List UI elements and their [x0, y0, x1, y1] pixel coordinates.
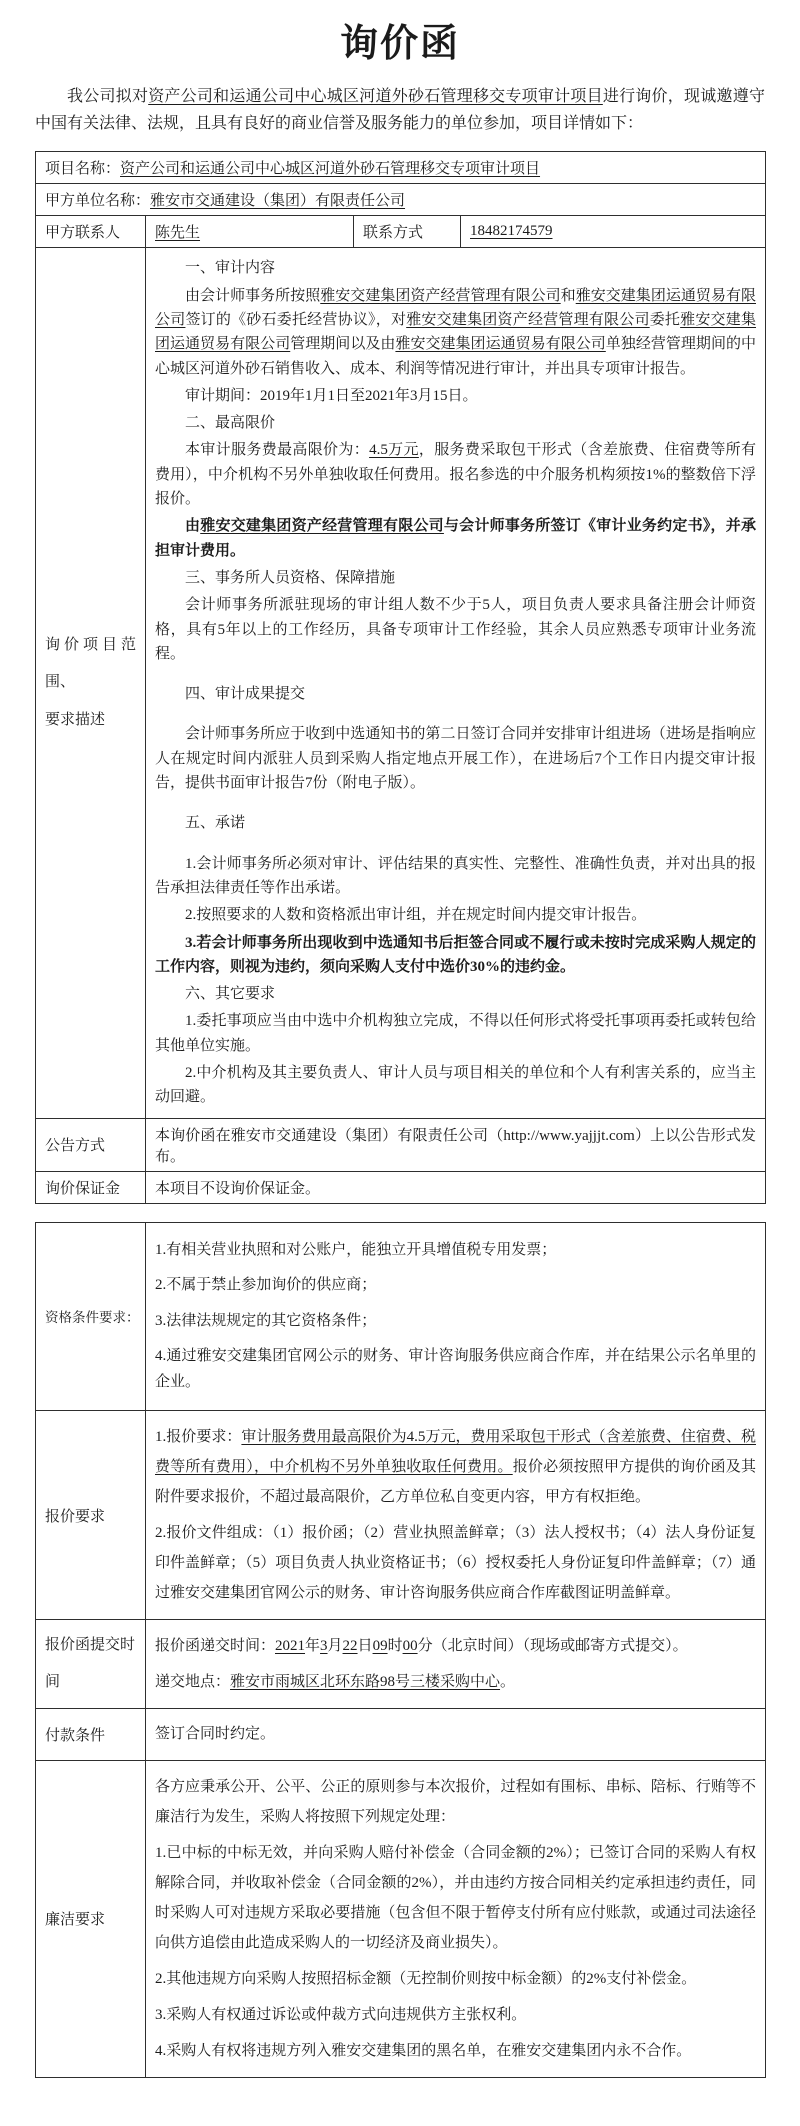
- scope-paragraph: 会计师事务所应于收到中选通知书的第二日签订合同并安排审计组进场（进场是指响应人在规定时间内派驻人员到采购人指定地点开展工作），在进场后7个工作日内提交审计报告，提供书面审计报告7份（附电子版）。: [155, 726, 757, 792]
- contact-value: [146, 216, 354, 248]
- text-segment: 我公司拟对: [67, 88, 149, 105]
- integrity-content: [146, 1760, 766, 2077]
- project-info-table: [35, 151, 766, 1203]
- quote-requirements-content: [146, 1411, 766, 1620]
- text-segment: 雅安交建集团资产经营管理有限公司: [320, 287, 561, 304]
- submit-time-label-line2: 间: [45, 1674, 61, 1691]
- quote-paragraph: [155, 1422, 756, 1512]
- text-segment: 与会计师事务所签订《审计业务约定书》，并承担审计费用。: [155, 518, 756, 559]
- submit-time-content: [146, 1620, 766, 1709]
- phone-number: 18482174579: [470, 223, 553, 240]
- text-segment: 3: [320, 1638, 328, 1655]
- integrity-paragraph: 1.已中标的中标无效，并向采购人赔付补偿金（合同金额的2%）；已签订合同的采购人有权解除合同，并收取补偿金（合同金额的2%），并由违约方按合同相关约定承担违约责任，同时采购人可对违规方采取必要措施（包含但不限于暂停支付所有应付账款，或通过司法途径向供方追偿由此造成采购人的一切经济及商业损失）。: [155, 1844, 756, 1951]
- qualification-label: 资格条件要求：: [36, 1222, 146, 1411]
- text-segment: 分（北京时间）（现场或邮寄方式提交）。: [417, 1638, 688, 1655]
- text-segment: 递交地点：: [155, 1674, 231, 1691]
- qualification-content: [146, 1222, 766, 1411]
- section-heading: 六、其它要求: [185, 986, 276, 1003]
- text-segment: 本审计服务费最高限价为：: [185, 442, 370, 459]
- text-segment: 月: [327, 1638, 343, 1655]
- text-segment: 报价函递交时间：: [155, 1638, 276, 1655]
- text-segment: 资产公司和运通公司中心城区河道外砂石管理移交专项审计项目: [120, 161, 541, 178]
- integrity-paragraph: 4.采购人有权将违规方列入雅安交建集团的黑名单，在雅安交建集团内永不合作。: [155, 2042, 692, 2059]
- submit-place-paragraph: [155, 1667, 756, 1697]
- scope-label-line2: 要求描述: [45, 711, 106, 728]
- scope-paragraph: [155, 284, 756, 381]
- section-heading: 一、审计内容: [185, 260, 276, 277]
- table-row: [36, 248, 766, 1118]
- integrity-paragraph: 各方应秉承公开、公平、公正的原则参与本次报价，过程如有围标、串标、陪标、行贿等不廉洁行为发生，采购人将按照下列规定处理：: [155, 1778, 756, 1825]
- qualification-item: 4.通过雅安交建集团官网公示的财务、审计咨询服务供应商合作库，并在结果公示名单里的企业。: [155, 1348, 756, 1390]
- submit-time-label-line1: 报价函提交时: [45, 1636, 136, 1653]
- scope-paragraph: 2.中介机构及其主要负责人、审计人员与项目相关的单位和个人有利害关系的，应当主动回避。: [155, 1064, 757, 1106]
- text-segment: 雅安交建集团资产经营管理有限公司: [406, 311, 650, 328]
- text-segment: 年: [305, 1638, 321, 1655]
- scope-label: [36, 248, 146, 1118]
- intro-paragraph: [35, 83, 765, 137]
- qualification-item: 3.法律法规规定的其它资格条件；: [155, 1312, 377, 1329]
- table-row: [36, 216, 766, 248]
- announce-value: 本询价函在雅安市交通建设（集团）有限责任公司（http://www.yajjjt.com）上以公告形式发布。: [146, 1118, 766, 1171]
- section-heading: 五、承诺: [185, 815, 246, 832]
- text-segment: 09: [372, 1638, 388, 1655]
- table-row: [36, 184, 766, 216]
- text-segment: ，服务费采取包干形式（含差旅费、住宿费等所有费用），中介机构不另外单独收取任何费用。报名参选的中介服务机构须按1%的整数倍下浮报价。: [155, 442, 757, 508]
- qualification-item: 2.不属于禁止参加询价的供应商；: [155, 1277, 377, 1294]
- text-segment: 雅安市交通建设（集团）有限责任公司: [150, 193, 406, 210]
- contact-label: 甲方联系人: [36, 216, 146, 248]
- text-segment: 报价必须按照甲方提供的询价函及其附件要求报价，不超过最高限价，乙方单位私自变更内容，甲方有权拒绝。: [155, 1459, 756, 1506]
- section-heading: 四、审计成果提交: [185, 686, 306, 703]
- text-segment: 1.报价要求：: [155, 1429, 242, 1446]
- text-segment: 由: [185, 518, 201, 535]
- scope-label-line1: 询价项目范围、: [45, 636, 136, 691]
- deposit-value: 本项目不设询价保证金。: [146, 1171, 766, 1203]
- text-segment: 雅安交建集团资产经营管理有限公司: [200, 518, 444, 535]
- scope-paragraph: 2.按照要求的人数和资格派出审计组，并在规定时间内提交审计报告。: [185, 907, 647, 924]
- text-segment: 22: [342, 1638, 358, 1655]
- scope-paragraph: [155, 438, 756, 511]
- text-segment: 单独经营管理期间的中心城区河道外砂石销售收入、成本、利润等情况进行审计，并出具专项审计报告。: [155, 336, 757, 377]
- table-row: [36, 1171, 766, 1203]
- scope-paragraph: 审计期间：2019年1月1日至2021年3月15日。: [185, 387, 478, 404]
- text-segment: 由会计师事务所按照: [185, 287, 321, 304]
- table-row: [36, 1709, 766, 1761]
- table-row: [36, 1118, 766, 1171]
- integrity-paragraph: 2.其他违规方向采购人按照招标金额（无控制价则按中标金额）的2%支付补偿金。: [155, 1970, 697, 1987]
- table-row: [36, 1760, 766, 2077]
- text-segment: 甲方单位名称：: [45, 193, 151, 210]
- text-segment: 项目名称：: [45, 161, 121, 178]
- text-segment: 2021: [275, 1638, 306, 1655]
- quote-requirements-label: 报价要求: [36, 1411, 146, 1620]
- payment-paragraph: 签订合同时约定。: [155, 1726, 276, 1743]
- submit-time-label: [36, 1620, 146, 1709]
- table-row: [36, 1411, 766, 1620]
- text-segment: 雅安交建集团运通贸易有限公司: [155, 287, 756, 328]
- submit-time-paragraph: [155, 1631, 756, 1661]
- text-segment: 委托: [649, 311, 681, 328]
- text-segment: 雅安交建集团运通贸易有限公司: [395, 336, 606, 353]
- phone-label: 联系方式: [354, 216, 461, 248]
- text-segment: 雅安交建集团运通贸易有限公司: [155, 311, 756, 353]
- integrity-label: 廉洁要求: [36, 1760, 146, 2077]
- integrity-paragraph: 3.采购人有权通过诉讼或仲裁方式向违规供方主张权利。: [155, 2006, 527, 2023]
- payment-content: [146, 1709, 766, 1761]
- scope-paragraph: 1.会计师事务所必须对审计、评估结果的真实性、完整性、准确性负责，并对出具的报告承担法律责任等作出承诺。: [155, 855, 757, 896]
- text-segment: 日: [357, 1638, 373, 1655]
- text-segment: 00: [402, 1638, 418, 1655]
- requirements-table: [35, 1222, 766, 2078]
- phone-value: [461, 216, 766, 248]
- text-segment: 和: [560, 287, 576, 304]
- scope-paragraph: [155, 931, 756, 980]
- text-segment: 时: [387, 1638, 403, 1655]
- scope-content-cell: [146, 248, 766, 1118]
- table-row: [36, 1222, 766, 1411]
- text-segment: 3.若会计师事务所出现收到中选通知书后拒签合同或不履行或未按时完成采购人规定的工作内容，则视为违约，须向采购人支付中选价30%的违约金。: [155, 934, 757, 975]
- party-a-cell: [36, 184, 766, 216]
- text-segment: 进行询价，现诚邀遵守中国有关法律、法规，且具有良好的商业信誉及服务能力的单位参加，项目详情如下：: [35, 88, 765, 133]
- text-segment: 雅安市雨城区北环东路98号三楼采购中心: [230, 1674, 501, 1691]
- table-row: [36, 152, 766, 184]
- text-segment: 。: [500, 1674, 516, 1691]
- announce-label: 公告方式: [36, 1118, 146, 1171]
- quote-paragraph: 2.报价文件组成：（1）报价函；（2）营业执照盖鲜章；（3）法人授权书；（4）法人身份证复印件盖鲜章；（5）项目负责人执业资格证书；（6）授权委托人身份证复印件盖鲜章；（7）通过雅安交建集团官网公示的财务、审计咨询服务供应商合作库截图证明盖鲜章。: [155, 1525, 756, 1602]
- contact-name: 陈先生: [155, 225, 201, 242]
- text-segment: 资产公司和运通公司中心城区河道外砂石管理移交专项审计项目: [148, 88, 603, 105]
- scope-paragraph: [155, 514, 756, 563]
- qualification-item: 1.有相关营业执照和对公账户，能独立开具增值税专用发票；: [155, 1241, 557, 1258]
- payment-label: 付款条件: [36, 1709, 146, 1761]
- text-segment: 4.5万元: [369, 442, 419, 459]
- text-segment: 签订的《砂石委托经营协议》，对: [185, 311, 407, 328]
- page-title: 询价函: [339, 23, 460, 65]
- scope-paragraph: 会计师事务所派驻现场的审计组人数不少于5人，项目负责人要求具备注册会计师资格，具有5年以上的工作经历，具备专项审计工作经验，其余人员应熟悉专项审计业务流程。: [155, 597, 757, 662]
- section-heading: 三、事务所人员资格、保障措施: [185, 569, 396, 586]
- table-row: [36, 1620, 766, 1709]
- text-segment: 审计服务费用最高限价为4.5万元，费用采取包干形式（含差旅费、住宿费、税费等所有费用），中介机构不另外单独收取任何费用。: [155, 1429, 756, 1476]
- section-heading: 二、最高限价: [185, 415, 276, 432]
- scope-paragraph: 1.委托事项应当由中选中介机构独立完成，不得以任何形式将受托事项再委托或转包给其他单位实施。: [155, 1013, 757, 1054]
- text-segment: 管理期间以及由: [290, 336, 396, 353]
- deposit-label: 询价保证金: [36, 1171, 146, 1203]
- project-name-cell: [36, 152, 766, 184]
